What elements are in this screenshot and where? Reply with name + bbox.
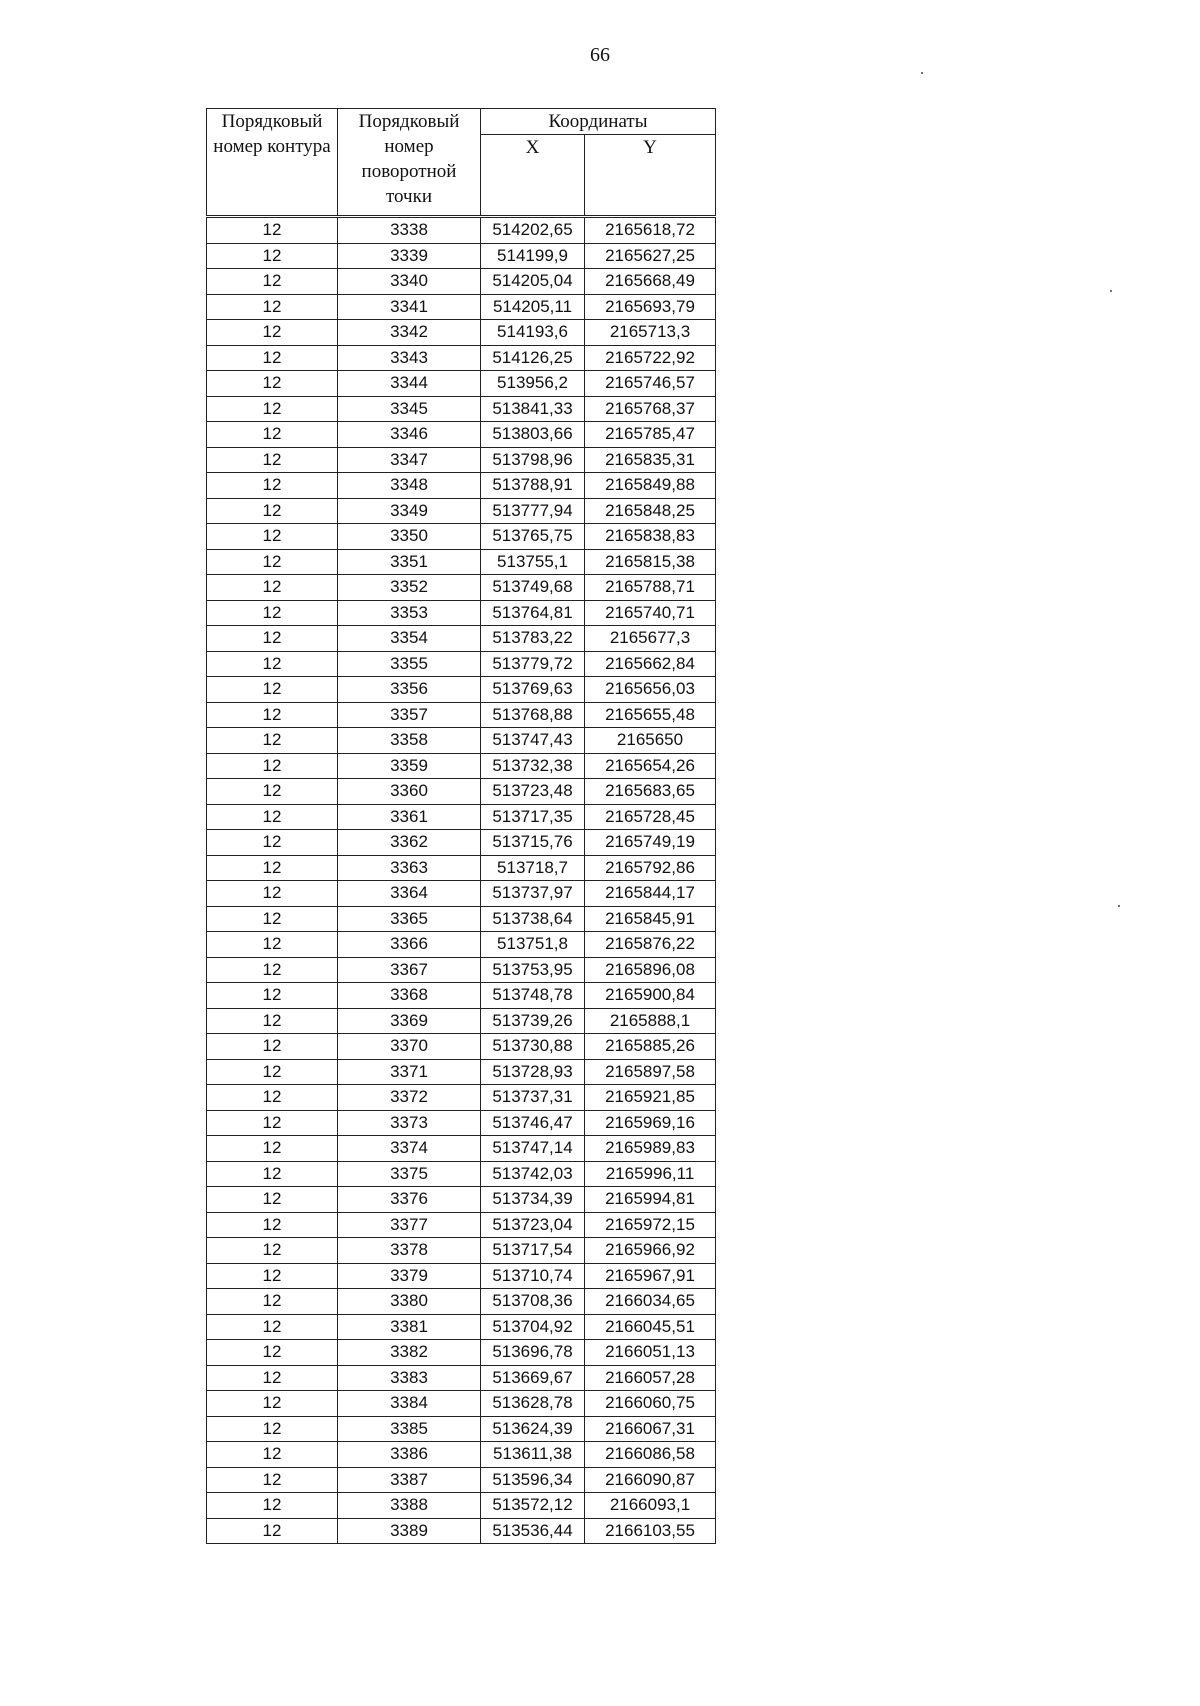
cell-contour-number: 12 (207, 651, 338, 677)
table-row (207, 1059, 716, 1085)
cell-point-number: 3345 (338, 396, 481, 422)
cell-x: 513732,38 (481, 753, 585, 779)
cell-y: 2165713,3 (585, 320, 716, 346)
cell-y: 2165845,91 (585, 906, 716, 932)
table-row (207, 830, 716, 856)
cell-x: 513751,8 (481, 932, 585, 958)
cell-point-number: 3352 (338, 575, 481, 601)
cell-point-number: 3361 (338, 804, 481, 830)
table-row (207, 1161, 716, 1187)
cell-contour-number: 12 (207, 396, 338, 422)
cell-y: 2166034,65 (585, 1289, 716, 1315)
cell-contour-number: 12 (207, 906, 338, 932)
cell-contour-number: 12 (207, 1289, 338, 1315)
table-row (207, 549, 716, 575)
cell-contour-number: 12 (207, 498, 338, 524)
cell-contour-number: 12 (207, 1212, 338, 1238)
table-row (207, 498, 716, 524)
table-row (207, 983, 716, 1009)
cell-point-number: 3363 (338, 855, 481, 881)
cell-y: 2166086,58 (585, 1442, 716, 1468)
cell-x: 513788,91 (481, 473, 585, 499)
table-row (207, 371, 716, 397)
cell-x: 513536,44 (481, 1518, 585, 1544)
header-coordinates: Координаты (481, 109, 716, 135)
cell-y: 2165972,15 (585, 1212, 716, 1238)
table-row (207, 1289, 716, 1315)
cell-point-number: 3339 (338, 243, 481, 269)
cell-x: 513717,35 (481, 804, 585, 830)
table-header (207, 109, 716, 217)
cell-x: 513746,47 (481, 1110, 585, 1136)
table-row (207, 1085, 716, 1111)
cell-contour-number: 12 (207, 217, 338, 244)
cell-x: 513779,72 (481, 651, 585, 677)
cell-y: 2166067,31 (585, 1416, 716, 1442)
cell-contour-number: 12 (207, 549, 338, 575)
cell-y: 2165749,19 (585, 830, 716, 856)
cell-point-number: 3365 (338, 906, 481, 932)
cell-contour-number: 12 (207, 881, 338, 907)
cell-y: 2165815,38 (585, 549, 716, 575)
cell-point-number: 3348 (338, 473, 481, 499)
cell-y: 2165996,11 (585, 1161, 716, 1187)
cell-x: 513841,33 (481, 396, 585, 422)
cell-x: 513611,38 (481, 1442, 585, 1468)
cell-x: 513755,1 (481, 549, 585, 575)
scan-speck (1110, 290, 1112, 292)
cell-contour-number: 12 (207, 830, 338, 856)
cell-x: 513718,7 (481, 855, 585, 881)
table-row (207, 1034, 716, 1060)
table-row (207, 524, 716, 550)
cell-y: 2165921,85 (585, 1085, 716, 1111)
cell-point-number: 3378 (338, 1238, 481, 1264)
cell-y: 2165792,86 (585, 855, 716, 881)
cell-point-number: 3377 (338, 1212, 481, 1238)
table-row (207, 1212, 716, 1238)
table-row (207, 1340, 716, 1366)
cell-contour-number: 12 (207, 447, 338, 473)
cell-x: 513734,39 (481, 1187, 585, 1213)
cell-contour-number: 12 (207, 1518, 338, 1544)
cell-point-number: 3370 (338, 1034, 481, 1060)
cell-contour-number: 12 (207, 1442, 338, 1468)
cell-contour-number: 12 (207, 1008, 338, 1034)
cell-contour-number: 12 (207, 957, 338, 983)
cell-point-number: 3350 (338, 524, 481, 550)
cell-point-number: 3386 (338, 1442, 481, 1468)
cell-x: 513717,54 (481, 1238, 585, 1264)
cell-contour-number: 12 (207, 1467, 338, 1493)
cell-point-number: 3357 (338, 702, 481, 728)
cell-y: 2165896,08 (585, 957, 716, 983)
cell-x: 513747,14 (481, 1136, 585, 1162)
cell-contour-number: 12 (207, 422, 338, 448)
cell-y: 2165668,49 (585, 269, 716, 295)
table-row (207, 243, 716, 269)
cell-y: 2165654,26 (585, 753, 716, 779)
table-row (207, 677, 716, 703)
table-row (207, 728, 716, 754)
cell-point-number: 3344 (338, 371, 481, 397)
cell-contour-number: 12 (207, 855, 338, 881)
cell-contour-number: 12 (207, 1314, 338, 1340)
cell-x: 514126,25 (481, 345, 585, 371)
header-point-number: Порядковый номер поворотной точки (338, 109, 481, 217)
cell-contour-number: 12 (207, 524, 338, 550)
coordinates-table (206, 108, 716, 1544)
cell-contour-number: 12 (207, 1187, 338, 1213)
table-row (207, 1518, 716, 1544)
page-number: 66 (590, 44, 610, 66)
cell-x: 513765,75 (481, 524, 585, 550)
cell-x: 513753,95 (481, 957, 585, 983)
table-row (207, 855, 716, 881)
table-row (207, 1391, 716, 1417)
cell-contour-number: 12 (207, 804, 338, 830)
cell-x: 514205,04 (481, 269, 585, 295)
cell-y: 2166045,51 (585, 1314, 716, 1340)
table-row (207, 804, 716, 830)
cell-point-number: 3359 (338, 753, 481, 779)
cell-point-number: 3366 (338, 932, 481, 958)
cell-y: 2165618,72 (585, 217, 716, 244)
cell-y: 2165888,1 (585, 1008, 716, 1034)
scan-speck (1118, 905, 1120, 907)
cell-point-number: 3353 (338, 600, 481, 626)
table-row (207, 651, 716, 677)
cell-contour-number: 12 (207, 294, 338, 320)
cell-contour-number: 12 (207, 473, 338, 499)
cell-y: 2165885,26 (585, 1034, 716, 1060)
cell-x: 513572,12 (481, 1493, 585, 1519)
cell-x: 513956,2 (481, 371, 585, 397)
cell-point-number: 3383 (338, 1365, 481, 1391)
cell-point-number: 3349 (338, 498, 481, 524)
cell-x: 513783,22 (481, 626, 585, 652)
cell-x: 513737,97 (481, 881, 585, 907)
cell-y: 2165683,65 (585, 779, 716, 805)
cell-contour-number: 12 (207, 702, 338, 728)
cell-x: 513748,78 (481, 983, 585, 1009)
cell-contour-number: 12 (207, 320, 338, 346)
cell-y: 2165994,81 (585, 1187, 716, 1213)
cell-point-number: 3374 (338, 1136, 481, 1162)
cell-x: 513723,04 (481, 1212, 585, 1238)
cell-contour-number: 12 (207, 1416, 338, 1442)
cell-x: 513596,34 (481, 1467, 585, 1493)
cell-y: 2165967,91 (585, 1263, 716, 1289)
table-row (207, 320, 716, 346)
table-row (207, 1263, 716, 1289)
cell-y: 2165662,84 (585, 651, 716, 677)
cell-y: 2165655,48 (585, 702, 716, 728)
table-row (207, 1493, 716, 1519)
cell-y: 2165656,03 (585, 677, 716, 703)
cell-contour-number: 12 (207, 753, 338, 779)
cell-x: 513764,81 (481, 600, 585, 626)
cell-y: 2165627,25 (585, 243, 716, 269)
cell-y: 2165677,3 (585, 626, 716, 652)
cell-x: 513696,78 (481, 1340, 585, 1366)
cell-x: 513728,93 (481, 1059, 585, 1085)
cell-point-number: 3360 (338, 779, 481, 805)
cell-point-number: 3388 (338, 1493, 481, 1519)
cell-y: 2166093,1 (585, 1493, 716, 1519)
cell-y: 2165900,84 (585, 983, 716, 1009)
cell-point-number: 3376 (338, 1187, 481, 1213)
cell-contour-number: 12 (207, 1085, 338, 1111)
cell-point-number: 3375 (338, 1161, 481, 1187)
cell-x: 513747,43 (481, 728, 585, 754)
cell-point-number: 3381 (338, 1314, 481, 1340)
cell-y: 2165693,79 (585, 294, 716, 320)
cell-x: 513708,36 (481, 1289, 585, 1315)
table-row (207, 1314, 716, 1340)
table-row (207, 396, 716, 422)
cell-contour-number: 12 (207, 1136, 338, 1162)
cell-point-number: 3364 (338, 881, 481, 907)
cell-point-number: 3358 (338, 728, 481, 754)
table-row (207, 1238, 716, 1264)
cell-x: 513723,48 (481, 779, 585, 805)
cell-y: 2166057,28 (585, 1365, 716, 1391)
table-row (207, 957, 716, 983)
cell-x: 513624,39 (481, 1416, 585, 1442)
cell-point-number: 3355 (338, 651, 481, 677)
cell-contour-number: 12 (207, 269, 338, 295)
cell-y: 2165848,25 (585, 498, 716, 524)
cell-x: 513777,94 (481, 498, 585, 524)
cell-contour-number: 12 (207, 983, 338, 1009)
table-row (207, 345, 716, 371)
cell-point-number: 3385 (338, 1416, 481, 1442)
cell-y: 2165740,71 (585, 600, 716, 626)
table-row (207, 906, 716, 932)
cell-point-number: 3373 (338, 1110, 481, 1136)
table-row (207, 1136, 716, 1162)
table-row (207, 1187, 716, 1213)
cell-contour-number: 12 (207, 243, 338, 269)
cell-y: 2165897,58 (585, 1059, 716, 1085)
cell-x: 513798,96 (481, 447, 585, 473)
cell-contour-number: 12 (207, 1161, 338, 1187)
cell-x: 513628,78 (481, 1391, 585, 1417)
cell-contour-number: 12 (207, 626, 338, 652)
cell-y: 2166103,55 (585, 1518, 716, 1544)
table-row (207, 932, 716, 958)
cell-y: 2166051,13 (585, 1340, 716, 1366)
cell-y: 2165966,92 (585, 1238, 716, 1264)
cell-x: 513669,67 (481, 1365, 585, 1391)
cell-x: 514205,11 (481, 294, 585, 320)
cell-point-number: 3371 (338, 1059, 481, 1085)
cell-contour-number: 12 (207, 1238, 338, 1264)
cell-point-number: 3384 (338, 1391, 481, 1417)
cell-x: 513749,68 (481, 575, 585, 601)
cell-x: 514202,65 (481, 217, 585, 244)
cell-y: 2165785,47 (585, 422, 716, 448)
table-row (207, 1416, 716, 1442)
cell-point-number: 3346 (338, 422, 481, 448)
cell-point-number: 3369 (338, 1008, 481, 1034)
cell-point-number: 3367 (338, 957, 481, 983)
cell-point-number: 3356 (338, 677, 481, 703)
table-row (207, 217, 716, 244)
cell-contour-number: 12 (207, 345, 338, 371)
cell-contour-number: 12 (207, 1340, 338, 1366)
cell-y: 2165876,22 (585, 932, 716, 958)
table-row (207, 779, 716, 805)
cell-point-number: 3380 (338, 1289, 481, 1315)
table-row (207, 422, 716, 448)
table-row (207, 626, 716, 652)
cell-contour-number: 12 (207, 1391, 338, 1417)
cell-point-number: 3347 (338, 447, 481, 473)
cell-x: 513730,88 (481, 1034, 585, 1060)
table-row (207, 294, 716, 320)
table-row (207, 447, 716, 473)
cell-contour-number: 12 (207, 932, 338, 958)
cell-contour-number: 12 (207, 728, 338, 754)
cell-point-number: 3379 (338, 1263, 481, 1289)
cell-point-number: 3351 (338, 549, 481, 575)
cell-point-number: 3389 (338, 1518, 481, 1544)
cell-y: 2166060,75 (585, 1391, 716, 1417)
table-row (207, 575, 716, 601)
cell-point-number: 3387 (338, 1467, 481, 1493)
cell-point-number: 3343 (338, 345, 481, 371)
table-row (207, 1365, 716, 1391)
table-row (207, 473, 716, 499)
cell-y: 2165989,83 (585, 1136, 716, 1162)
cell-x: 513710,74 (481, 1263, 585, 1289)
cell-contour-number: 12 (207, 600, 338, 626)
cell-point-number: 3372 (338, 1085, 481, 1111)
cell-point-number: 3362 (338, 830, 481, 856)
cell-point-number: 3342 (338, 320, 481, 346)
cell-y: 2165728,45 (585, 804, 716, 830)
cell-x: 514199,9 (481, 243, 585, 269)
table-row (207, 1442, 716, 1468)
cell-x: 513803,66 (481, 422, 585, 448)
cell-point-number: 3382 (338, 1340, 481, 1366)
cell-y: 2165969,16 (585, 1110, 716, 1136)
table-row (207, 1467, 716, 1493)
cell-y: 2165844,17 (585, 881, 716, 907)
cell-x: 514193,6 (481, 320, 585, 346)
table-row (207, 1110, 716, 1136)
scan-speck (921, 72, 923, 74)
cell-contour-number: 12 (207, 677, 338, 703)
cell-point-number: 3338 (338, 217, 481, 244)
cell-contour-number: 12 (207, 1059, 338, 1085)
cell-y: 2165838,83 (585, 524, 716, 550)
table-row (207, 702, 716, 728)
cell-y: 2165849,88 (585, 473, 716, 499)
cell-point-number: 3368 (338, 983, 481, 1009)
table-body (207, 217, 716, 1544)
cell-x: 513737,31 (481, 1085, 585, 1111)
cell-x: 513769,63 (481, 677, 585, 703)
cell-contour-number: 12 (207, 1365, 338, 1391)
cell-contour-number: 12 (207, 1034, 338, 1060)
cell-contour-number: 12 (207, 575, 338, 601)
cell-y: 2165746,57 (585, 371, 716, 397)
cell-point-number: 3340 (338, 269, 481, 295)
cell-point-number: 3354 (338, 626, 481, 652)
cell-contour-number: 12 (207, 371, 338, 397)
header-contour-number: Порядковый номер контура (207, 109, 338, 217)
cell-x: 513739,26 (481, 1008, 585, 1034)
cell-x: 513738,64 (481, 906, 585, 932)
cell-y: 2165722,92 (585, 345, 716, 371)
table-row (207, 269, 716, 295)
cell-y: 2165788,71 (585, 575, 716, 601)
cell-contour-number: 12 (207, 1110, 338, 1136)
header-y: Y (585, 135, 716, 217)
header-x: X (481, 135, 585, 217)
cell-y: 2165835,31 (585, 447, 716, 473)
cell-contour-number: 12 (207, 1263, 338, 1289)
cell-point-number: 3341 (338, 294, 481, 320)
table-row (207, 881, 716, 907)
cell-x: 513715,76 (481, 830, 585, 856)
cell-contour-number: 12 (207, 1493, 338, 1519)
cell-contour-number: 12 (207, 779, 338, 805)
cell-x: 513742,03 (481, 1161, 585, 1187)
cell-y: 2165650 (585, 728, 716, 754)
table-row (207, 600, 716, 626)
table-row (207, 1008, 716, 1034)
table-row (207, 753, 716, 779)
cell-y: 2165768,37 (585, 396, 716, 422)
cell-x: 513704,92 (481, 1314, 585, 1340)
cell-x: 513768,88 (481, 702, 585, 728)
cell-y: 2166090,87 (585, 1467, 716, 1493)
